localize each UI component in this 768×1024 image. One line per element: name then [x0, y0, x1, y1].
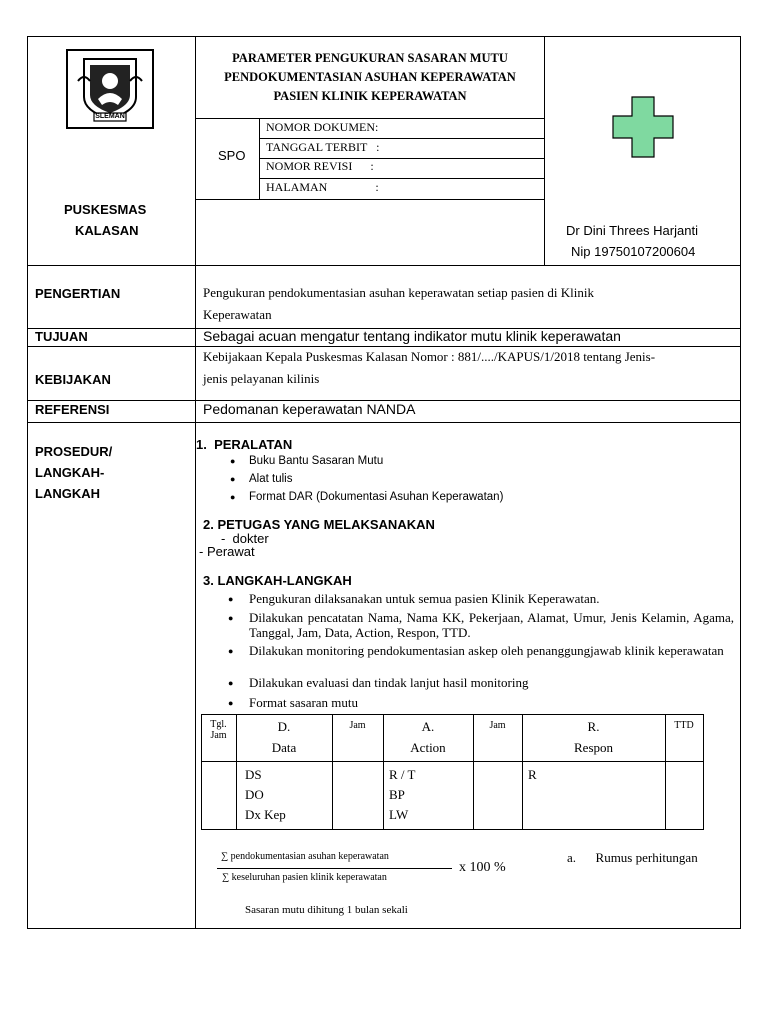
title-line-3: PASIEN KLINIK KEPERAWATAN [273, 89, 467, 103]
rule-header-end [27, 265, 741, 266]
spo-label: SPO [218, 148, 246, 163]
bullet: ● [230, 474, 236, 484]
td-data-1: DS [245, 767, 262, 782]
issue-date-field: TANGGAL TERBIT : [266, 140, 380, 154]
referensi-text: Pedomanan keperawatan NANDA [203, 401, 416, 417]
peralatan-item-2: Alat tulis [249, 473, 293, 485]
logo-text: SLEMAN [95, 113, 125, 120]
langkah-item-4: Dilakukan evaluasi dan tindak lanjut hasil monitoring [249, 675, 529, 690]
formula-denominator: ∑ keseluruhan pasien klinik keperawatan [222, 872, 387, 883]
rule-doc-1 [259, 138, 545, 139]
td-data-2: DO [245, 787, 264, 802]
th-jam-2: Jam [489, 720, 506, 731]
rule-left [27, 36, 28, 929]
th-respon-letter: R. [587, 719, 600, 734]
peralatan-item-3: Format DAR (Dokumentasi Asuhan Keperawatan) [249, 491, 504, 503]
rule-prosedur [27, 422, 741, 423]
table-rule-top [201, 714, 704, 715]
formula-label: a. Rumus perhitungan [567, 850, 698, 865]
formula-fraction-bar [217, 868, 452, 869]
td-respon-1: R [528, 767, 537, 782]
td-action-3: LW [389, 807, 409, 822]
pengertian-label: PENGERTIAN [35, 286, 121, 301]
kebijakan-text-1: Kebijakaan Kepala Puskesmas Kalasan Nomor : 881/..../KAPUS/1/2018 tentang Jenis- [203, 349, 656, 364]
th-respon-word: Respon [574, 740, 613, 755]
bullet: ● [228, 646, 234, 656]
langkah-item-2: Dilakukan pencatatan Nama, Nama KK, Pekerjaan, Alamat, Umur, Jenis Kelamin, Agama, Tanggal, Jam, Data, Action, Respon, TTD. [249, 610, 734, 640]
signer-nip: Nip 19750107200604 [571, 244, 696, 259]
table-col-2 [332, 714, 333, 830]
th-tgl-line-2: Jam [210, 730, 227, 741]
revision-field: NOMOR REVISI : [266, 159, 374, 173]
table-col-7 [703, 714, 704, 830]
rule-top [27, 36, 741, 37]
bullet: ● [228, 594, 234, 604]
langkah-heading: 3. LANGKAH-LANGKAH [203, 573, 352, 588]
th-tgl-line-1: Tgl. [210, 719, 227, 730]
tujuan-text: Sebagai acuan mengatur tentang indikator mutu klinik keperawatan [203, 328, 621, 344]
doc-number-field: NOMOR DOKUMEN: [266, 120, 379, 134]
td-action-1: R / T [389, 767, 416, 782]
th-jam-1: Jam [349, 720, 366, 731]
rule-right [740, 36, 741, 929]
logo [66, 49, 154, 129]
petugas-item-1: - dokter [221, 531, 269, 546]
table-rule-mid [201, 761, 704, 762]
prosedur-label-3: LANGKAH [35, 486, 100, 501]
rule-header-bottom [195, 199, 545, 200]
kebijakan-text-2: jenis pelayanan kilinis [203, 371, 320, 386]
formula-note: Sasaran mutu dihitung 1 bulan sekali [245, 904, 408, 916]
org-name-line-2: KALASAN [75, 223, 139, 238]
th-action-letter: A. [421, 719, 435, 734]
peralatan-heading: 1. PERALATAN [196, 437, 293, 452]
petugas-item-2: - Perawat [199, 544, 255, 559]
th-action-word: Action [410, 740, 446, 755]
th-data-word: Data [271, 740, 297, 755]
td-action-2: BP [389, 787, 405, 802]
th-ttd: TTD [674, 720, 694, 731]
rule-col-divider [195, 36, 196, 929]
langkah-item-3: Dilakukan monitoring pendokumentasian askep oleh penanggungjawab klinik keperawatan [249, 643, 724, 658]
tujuan-label: TUJUAN [35, 329, 88, 344]
bullet: ● [230, 456, 236, 466]
prosedur-label-1: PROSEDUR/ [35, 444, 113, 459]
pengertian-text-1: Pengukuran pendokumentasian asuhan keperawatan setiap pasien di Klinik [203, 285, 594, 300]
rule-spo [259, 118, 260, 199]
td-data-3: Dx Kep [245, 807, 286, 822]
bullet: ● [228, 613, 234, 623]
title-line-2: PENDOKUMENTASIAN ASUHAN KEPERAWATAN [224, 70, 516, 84]
org-name-line-1: PUSKESMAS [64, 202, 147, 217]
table-rule-bottom [201, 829, 704, 830]
pengertian-text-2: Keperawatan [203, 307, 272, 322]
rule-kebijakan [27, 346, 741, 347]
table-col-6 [665, 714, 666, 830]
kebijakan-label: KEBIJAKAN [35, 372, 111, 387]
petugas-heading: 2. PETUGAS YANG MELAKSANAKAN [203, 517, 435, 532]
formula-multiplier: x 100 % [459, 860, 506, 875]
peralatan-item-1: Buku Bantu Sasaran Mutu [249, 455, 384, 467]
th-data-letter: D. [277, 719, 291, 734]
langkah-item-5: Format sasaran mutu [249, 695, 359, 710]
bullet: ● [228, 698, 234, 708]
bullet: ● [230, 492, 236, 502]
bullet: ● [228, 678, 234, 688]
formula-numerator: ∑ pendokumentasian asuhan keperawatan [221, 851, 389, 862]
page-field: HALAMAN : [266, 180, 379, 194]
rule-title-bottom [195, 118, 545, 119]
langkah-item-1: Pengukuran dilaksanakan untuk semua pasien Klinik Keperawatan. [249, 591, 600, 606]
medical-cross-icon [612, 96, 674, 158]
rule-doc-3 [259, 178, 545, 179]
signer-name: Dr Dini Threes Harjanti [566, 223, 698, 238]
table-col-4 [473, 714, 474, 830]
referensi-label: REFERENSI [35, 402, 110, 417]
rule-bottom [27, 928, 741, 929]
document-title [195, 49, 545, 106]
prosedur-label-2: LANGKAH- [35, 465, 105, 480]
title-line-1: PARAMETER PENGUKURAN SASARAN MUTU [232, 51, 508, 65]
